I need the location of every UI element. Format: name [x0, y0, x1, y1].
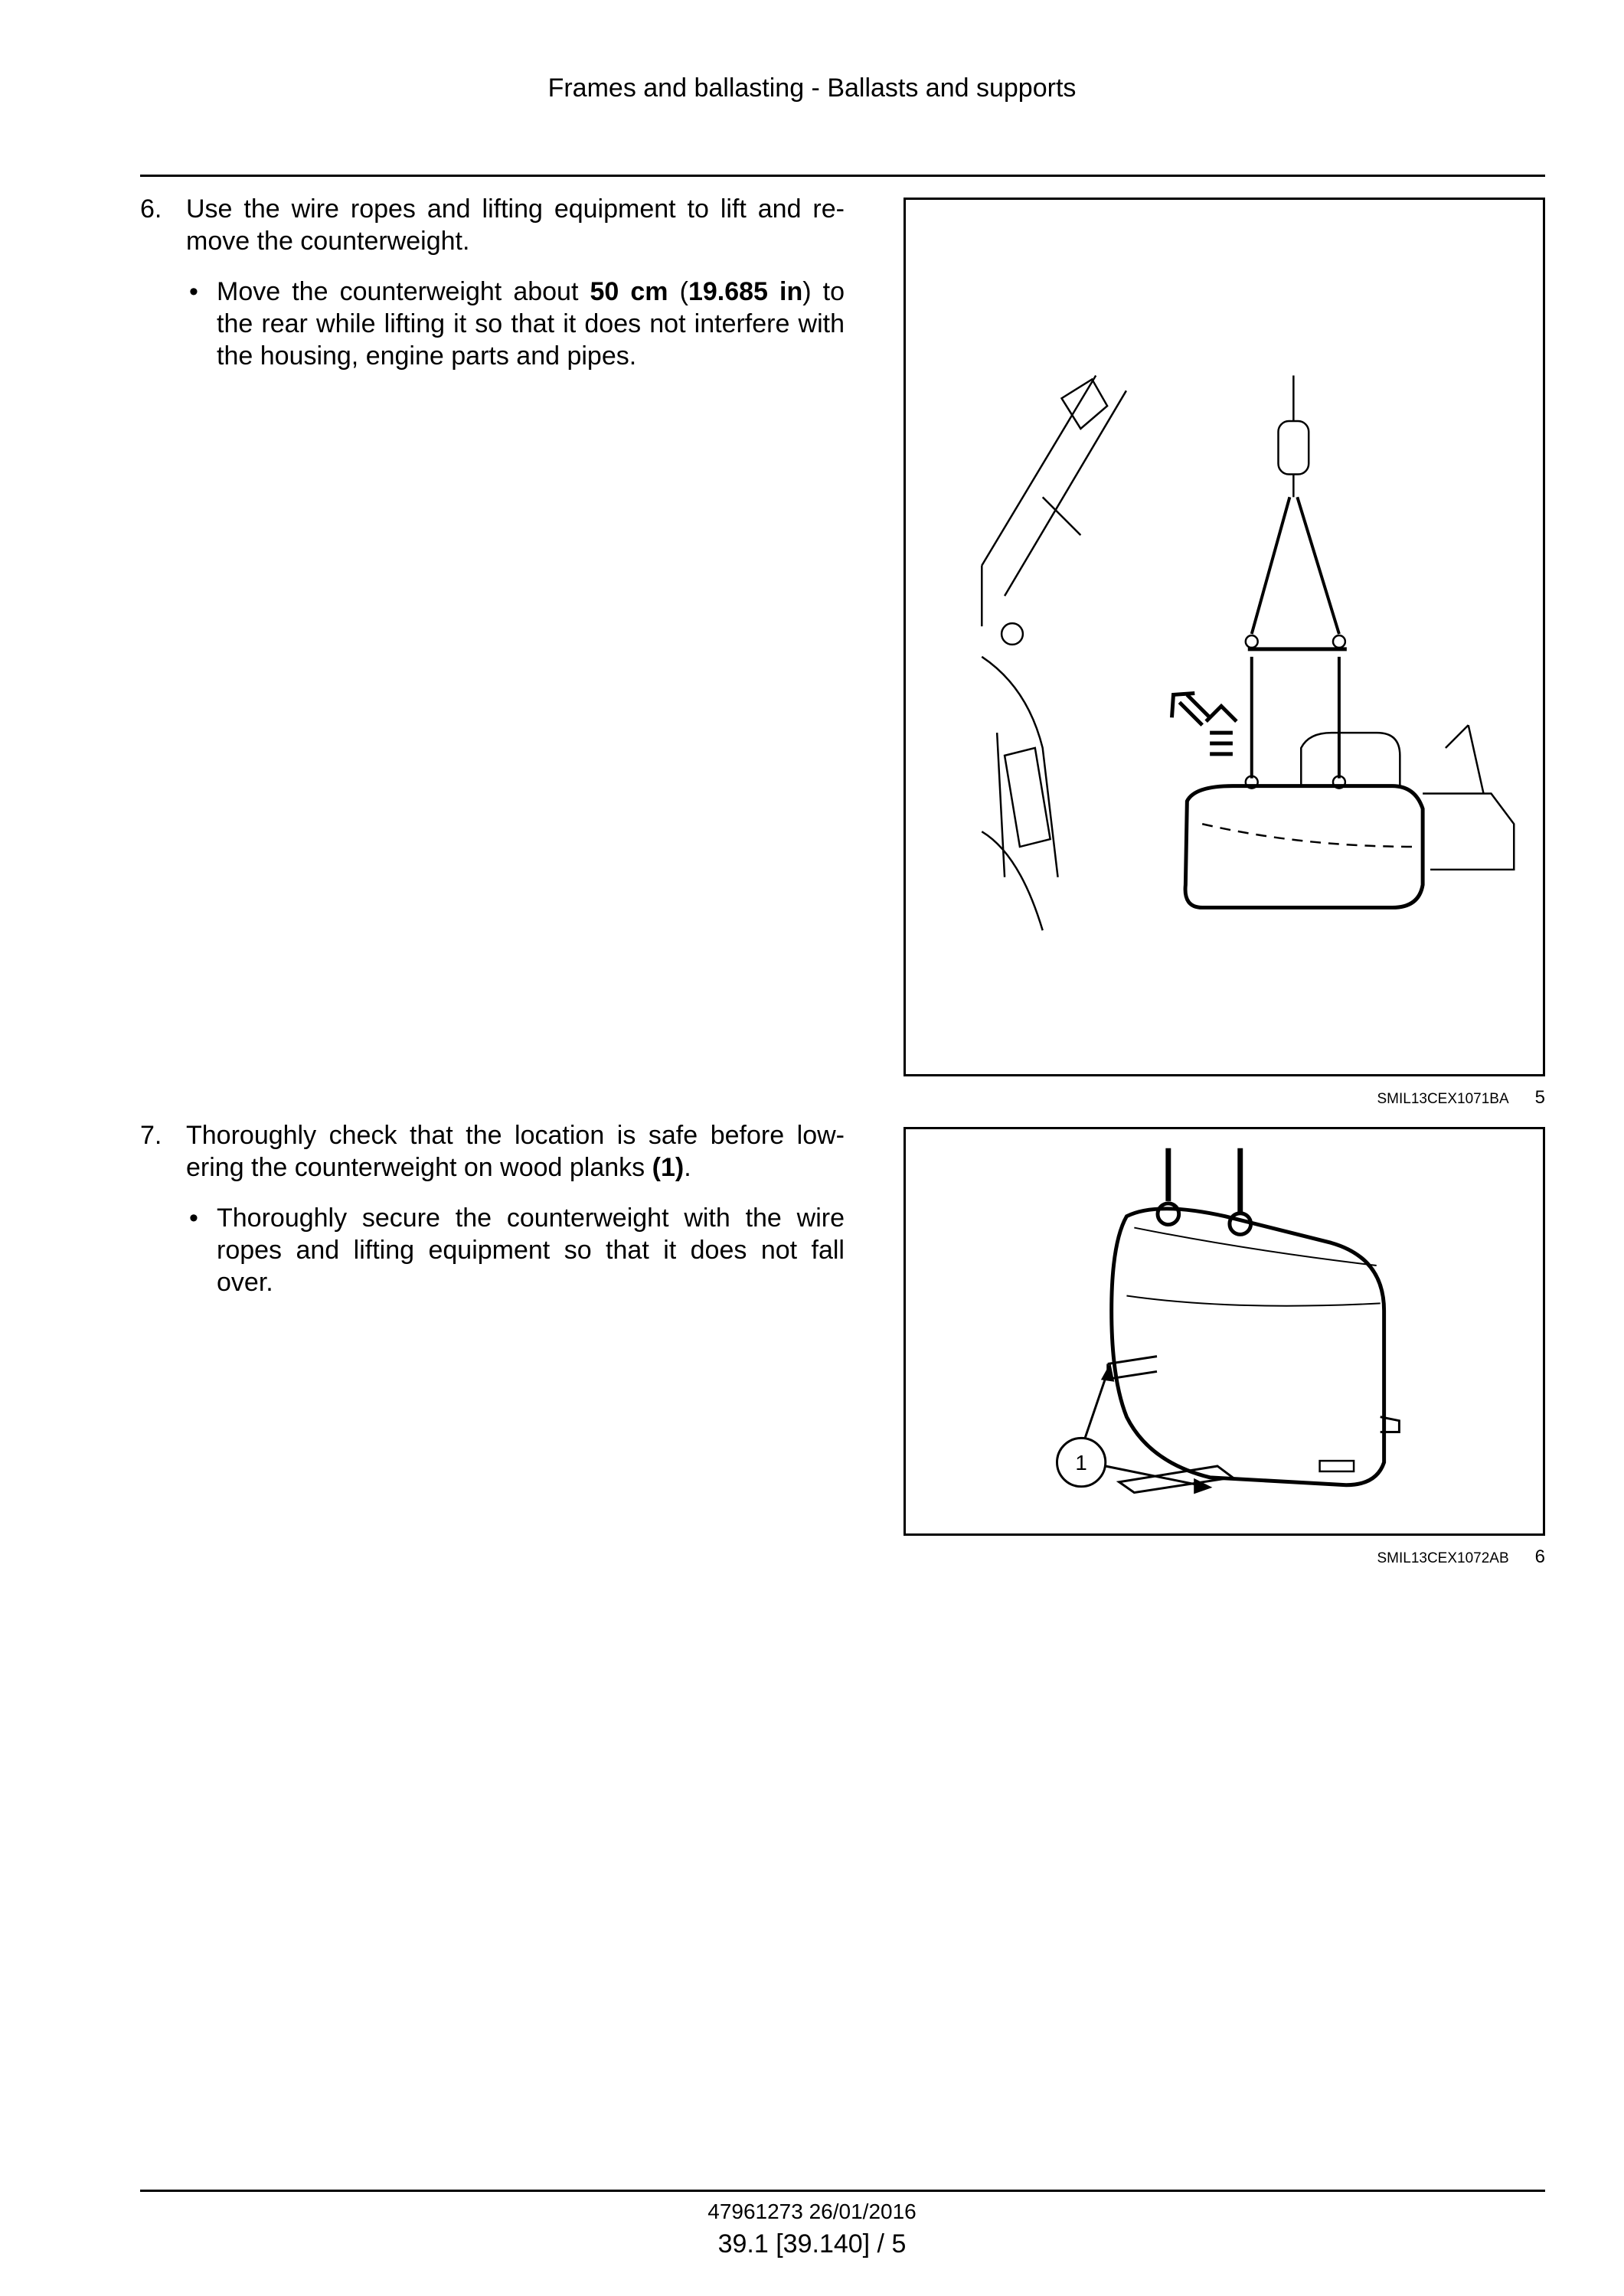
- measure-metric: 50 cm: [590, 277, 668, 306]
- footer-rule: [140, 2190, 1545, 2192]
- figure-caption: [1377, 1546, 1545, 1568]
- step-text-part: .: [684, 1153, 691, 1182]
- lowering-illustration: [906, 1129, 1543, 1533]
- callout-label: 1: [1075, 1450, 1087, 1475]
- bullet-dot-icon: •: [189, 1204, 198, 1233]
- figure-code: SMIL13CEX1072AB: [1377, 1550, 1509, 1566]
- figure-lifting-counterweight: [903, 198, 1545, 1076]
- header-rule: [140, 175, 1545, 177]
- step-text: [186, 1119, 845, 1184]
- document-reference: 47961273 26/01/2016: [707, 2200, 917, 2223]
- page-reference: 39.1 [39.140] / 5: [717, 2229, 907, 2258]
- step-7: [140, 1119, 845, 1298]
- callout-reference: (1): [652, 1153, 685, 1182]
- measure-imperial: 19.685 in: [688, 277, 803, 306]
- bullet-text: (: [668, 277, 688, 306]
- figure-number: 6: [1534, 1546, 1545, 1567]
- step-bullet: [186, 276, 845, 372]
- step-6: [140, 193, 845, 372]
- step-text-part: Thoroughly check that the location is safe before lowering the counterweight on wood planks: [186, 1121, 845, 1182]
- step-bullet: [186, 1202, 845, 1298]
- step-number: 7.: [140, 1121, 162, 1150]
- bullet-text: ) to the rear while lifting it so that it does not interfere with the housing, engine parts and pipes.: [217, 277, 845, 371]
- step-number: 6.: [140, 194, 162, 224]
- bullet-text: Thoroughly secure the counterweight with the wire ropes and lifting equipment so that it does not fall over.: [217, 1204, 845, 1297]
- bullet-dot-icon: •: [189, 277, 198, 306]
- figure-code: SMIL13CEX1071BA: [1377, 1091, 1509, 1107]
- step-text: Use the wire ropes and lifting equipment to lift and remove the counterweight.: [186, 194, 845, 256]
- figure-number: 5: [1534, 1087, 1545, 1108]
- bullet-text: Move the counterweight about: [217, 277, 590, 306]
- figure-caption: [1377, 1087, 1545, 1109]
- lifting-illustration: [906, 200, 1543, 1074]
- page-header: Frames and ballasting - Ballasts and supports: [547, 73, 1077, 103]
- figure-lowering-on-planks: [903, 1127, 1545, 1536]
